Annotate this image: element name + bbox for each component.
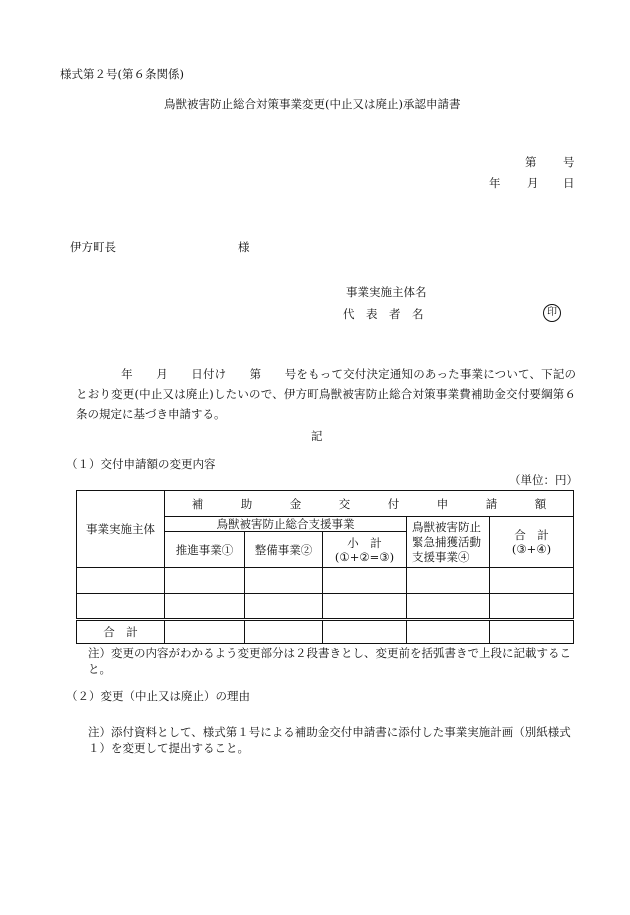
seal-mark: 印 <box>543 304 561 322</box>
date-day: 日 <box>563 176 575 190</box>
table-cell[interactable] <box>323 568 407 594</box>
addressee-name: 伊方町長 <box>70 240 116 254</box>
table-cell[interactable] <box>165 594 245 620</box>
header-maintenance: 整備事業② <box>245 532 323 568</box>
table-cell[interactable] <box>490 568 574 594</box>
table-cell[interactable] <box>407 594 490 620</box>
date-month: 月 <box>527 176 539 190</box>
table-cell[interactable] <box>490 620 574 644</box>
applicant-rep-label: 代 表 者 名 <box>343 307 424 321</box>
section2-heading: （２）変更（中止又は廃止）の理由 <box>66 689 250 703</box>
header-total-label: 合 計 <box>514 528 549 542</box>
table-cell[interactable] <box>407 620 490 644</box>
table-cell[interactable] <box>165 620 245 644</box>
body-text: 年 月 日付け 第 号をもって交付決定通知のあった事業について、下記のとおり変更(中止又は廃止)したいので、伊方町鳥獣被害防止総合対策事業費補助金交付要綱第６条の規定に基づき申請する。 <box>76 367 576 421</box>
table-cell[interactable] <box>77 594 165 620</box>
header-entity: 事業実施主体 <box>77 491 165 568</box>
header-subtotal-label: 小 計 <box>347 535 382 550</box>
table-sum-row <box>77 620 574 644</box>
table-cell[interactable] <box>245 568 323 594</box>
header-total-formula: (③+④) <box>511 542 552 556</box>
table-cell[interactable] <box>323 594 407 620</box>
table-cell[interactable] <box>245 620 323 644</box>
table-row <box>77 568 574 594</box>
header-total <box>490 517 574 568</box>
header-promotion: 推進事業① <box>165 532 245 568</box>
application-body-text <box>76 364 576 424</box>
applicant-entity-label: 事業実施主体名 <box>346 285 427 299</box>
table-cell[interactable] <box>490 594 574 620</box>
date-year: 年 <box>489 176 501 190</box>
header-grant-amount-text: 補 助 金 交 付 申 請 額 <box>191 496 560 511</box>
section2-note: 注）添付資料として、様式第１号による補助金交付申請書に添付した事業実施計画（別紙様式１）を変更して提出すること。 <box>88 725 571 755</box>
table-header-row-1 <box>77 491 574 517</box>
addressee-honorific: 様 <box>238 240 250 254</box>
table-cell[interactable] <box>165 568 245 594</box>
table-cell[interactable] <box>407 568 490 594</box>
section1-heading: （１）交付申請額の変更内容 <box>66 457 216 471</box>
document-title: 鳥獣被害防止総合対策事業変更(中止又は廃止)承認申請書 <box>164 97 461 111</box>
section1-note: 注）変更の内容がわかるよう変更部分は２段書きとし、変更前を括弧書きで上段に記載すること。 <box>88 646 571 676</box>
doc-number-dai: 第 <box>525 155 537 169</box>
table-row <box>77 594 574 620</box>
sum-label: 合 計 <box>77 620 165 644</box>
table-cell[interactable] <box>323 620 407 644</box>
header-subtotal <box>323 532 407 568</box>
table-cell[interactable] <box>245 594 323 620</box>
header-support-project: 鳥獣被害防止総合支援事業 <box>165 517 407 532</box>
doc-number-go: 号 <box>563 155 575 169</box>
header-grant-amount <box>165 491 574 517</box>
grant-amount-table <box>76 490 574 644</box>
header-emergency-project <box>407 517 490 568</box>
unit-label: （単位：円） <box>509 473 578 487</box>
table-cell[interactable] <box>77 568 165 594</box>
header-subtotal-formula: (①+②=③) <box>334 549 395 564</box>
form-number: 様式第２号(第６条関係) <box>60 67 184 81</box>
ki-heading: 記 <box>311 429 323 443</box>
header-emergency-text: 鳥獣被害防止緊急捕獲活動支援事業④ <box>412 519 481 564</box>
